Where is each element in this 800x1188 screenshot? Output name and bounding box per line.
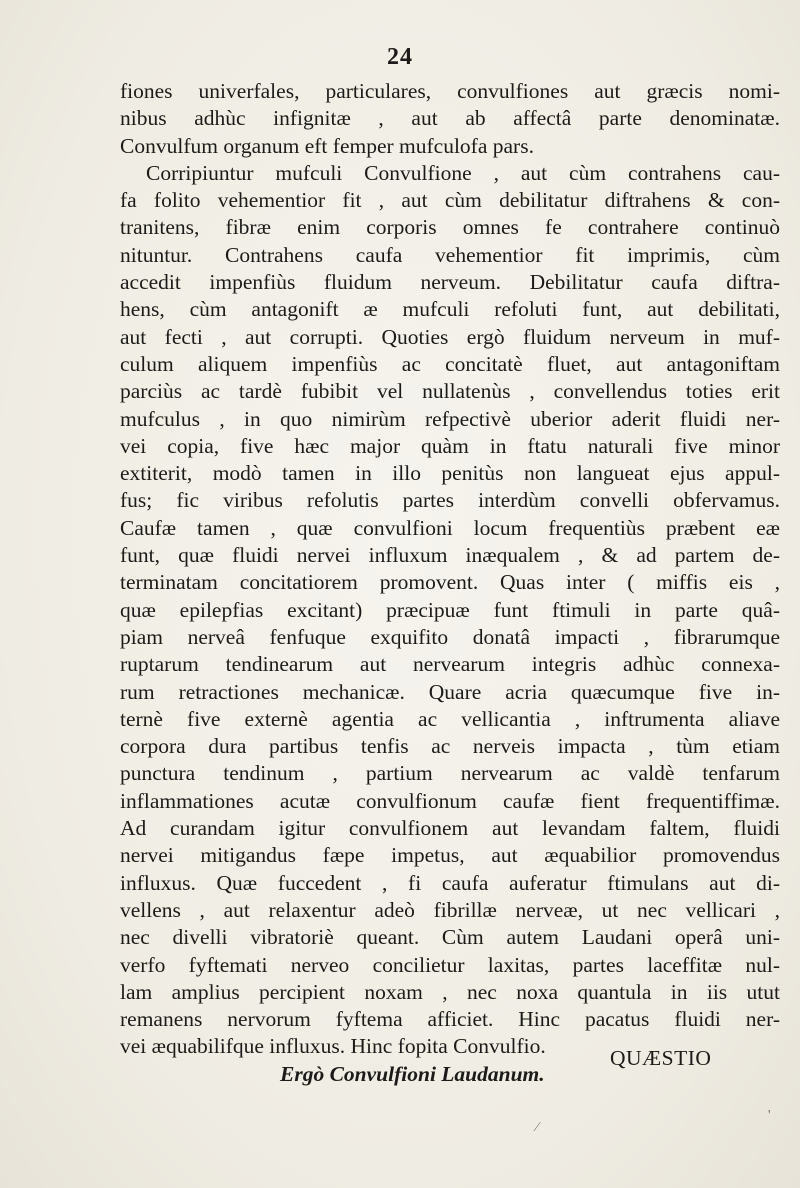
text-line: piam nerveâ fenfuque exquifito donatâ impacti , fibrarumque bbox=[120, 624, 780, 649]
text-line: nervei mitigandus fæpe impetus, aut æquabilior promovendus bbox=[120, 843, 780, 868]
text-line: fiones univerfales, particulares, convulfiones aut græcis nomi- bbox=[120, 79, 780, 103]
text-line: accedit impenfiùs fluidum nerveum. Debilitatur caufa diftra- bbox=[120, 270, 780, 295]
text-line-split-b: culum aliquem impenfiùs ac concitatè fluet, aut antagoniftam bbox=[120, 351, 780, 376]
body-text bbox=[120, 78, 780, 1088]
stray-mark: ⁄ bbox=[536, 1120, 539, 1135]
text-line: hens, cùm antagonift æ mufculi refoluti funt, aut debilitati, bbox=[120, 297, 780, 322]
text-line: funt, quæ fluidi nervei influxum inæqualem , & ad partem de- bbox=[120, 543, 780, 568]
text-line-split: aut fecti , aut corrupti. Quoties ergò fluidum nerveum in muf- bbox=[120, 324, 780, 349]
text-line: quæ epilepfias excitant) præcipuæ funt ftimuli in parte quâ- bbox=[120, 597, 780, 622]
catchword: QUÆSTIO bbox=[610, 1046, 712, 1070]
text-line: rum retractiones mechanicæ. Quare acria quæcumque five in- bbox=[120, 679, 780, 704]
text-line: Caufæ tamen , quæ convulfioni locum frequentiùs præbent eæ bbox=[120, 515, 780, 540]
text-line: nibus adhùc infignitæ , aut ab affectâ parte denominatæ. bbox=[120, 106, 780, 131]
text-line: Convulfum organum eft femper mufculofa pars. bbox=[120, 133, 534, 158]
text-line: vellens , aut relaxentur adeò fibrillæ nerveæ, ut nec vellicari , bbox=[120, 897, 780, 922]
text-line: ternè five externè agentia ac vellicantia , inftrumenta aliave bbox=[120, 706, 780, 731]
stray-mark: ' bbox=[768, 1108, 771, 1123]
text-line: influxus. Quæ fuccedent , fi caufa auferatur ftimulans aut di- bbox=[120, 870, 780, 895]
text-line: corpora dura partibus tenfis ac nerveis impacta , tùm etiam bbox=[120, 734, 780, 759]
text-line: verfo fyftemati nerveo concilietur laxitas, partes laceffitæ nul- bbox=[120, 952, 780, 977]
conclusion-line: Ergò Convulfioni Laudanum. bbox=[280, 1061, 545, 1086]
text-line: Corripiuntur mufculi Convulfione , aut cùm contrahens cau- bbox=[146, 160, 780, 185]
text-line: vei æquabilifque influxus. Hinc fopita Convulfio. bbox=[120, 1034, 546, 1059]
text-line: lam amplius percipient noxam , nec noxa quantula in iis utut bbox=[120, 979, 780, 1004]
text-line: mufculus , in quo nimirùm refpectivè uberior aderit fluidi ner- bbox=[120, 406, 780, 431]
text-line: nituntur. Contrahens caufa vehementior fit imprimis, cùm bbox=[120, 242, 780, 267]
text-line: nec divelli vibratoriè queant. Cùm autem Laudani operâ uni- bbox=[120, 925, 780, 950]
text-line: fus; fic viribus refolutis partes interdùm convelli obfervamus. bbox=[120, 488, 780, 513]
text-line: inflammationes acutæ convulfionum caufæ fient frequentiffimæ. bbox=[120, 788, 780, 813]
text-line: extiterit, modò tamen in illo penitùs non langueat ejus appul- bbox=[120, 461, 780, 486]
text-line: Ad curandam igitur convulfionem aut levandam faltem, fluidi bbox=[120, 816, 780, 841]
text-line: punctura tendinum , partium nervearum ac valdè tenfarum bbox=[120, 761, 780, 786]
text-line: fa folito vehementior fit , aut cùm debilitatur diftrahens & con- bbox=[120, 188, 780, 213]
text-line: tranitens, fibræ enim corporis omnes fe contrahere continuò bbox=[120, 215, 780, 240]
page-number: 24 bbox=[387, 44, 413, 70]
text-line: parciùs ac tardè fubibit vel nullatenùs , convellendus toties erit bbox=[120, 379, 780, 404]
text-line: ruptarum tendinearum aut nervearum integris adhùc connexa- bbox=[120, 652, 780, 677]
text-line: terminatam concitatiorem promovent. Quas inter ( miffis eis , bbox=[120, 570, 780, 595]
text-line: remanens nervorum fyftema afficiet. Hinc pacatus fluidi ner- bbox=[120, 1007, 780, 1032]
text-line: vei copia, five hæc major quàm in ftatu naturali five minor bbox=[120, 433, 780, 458]
